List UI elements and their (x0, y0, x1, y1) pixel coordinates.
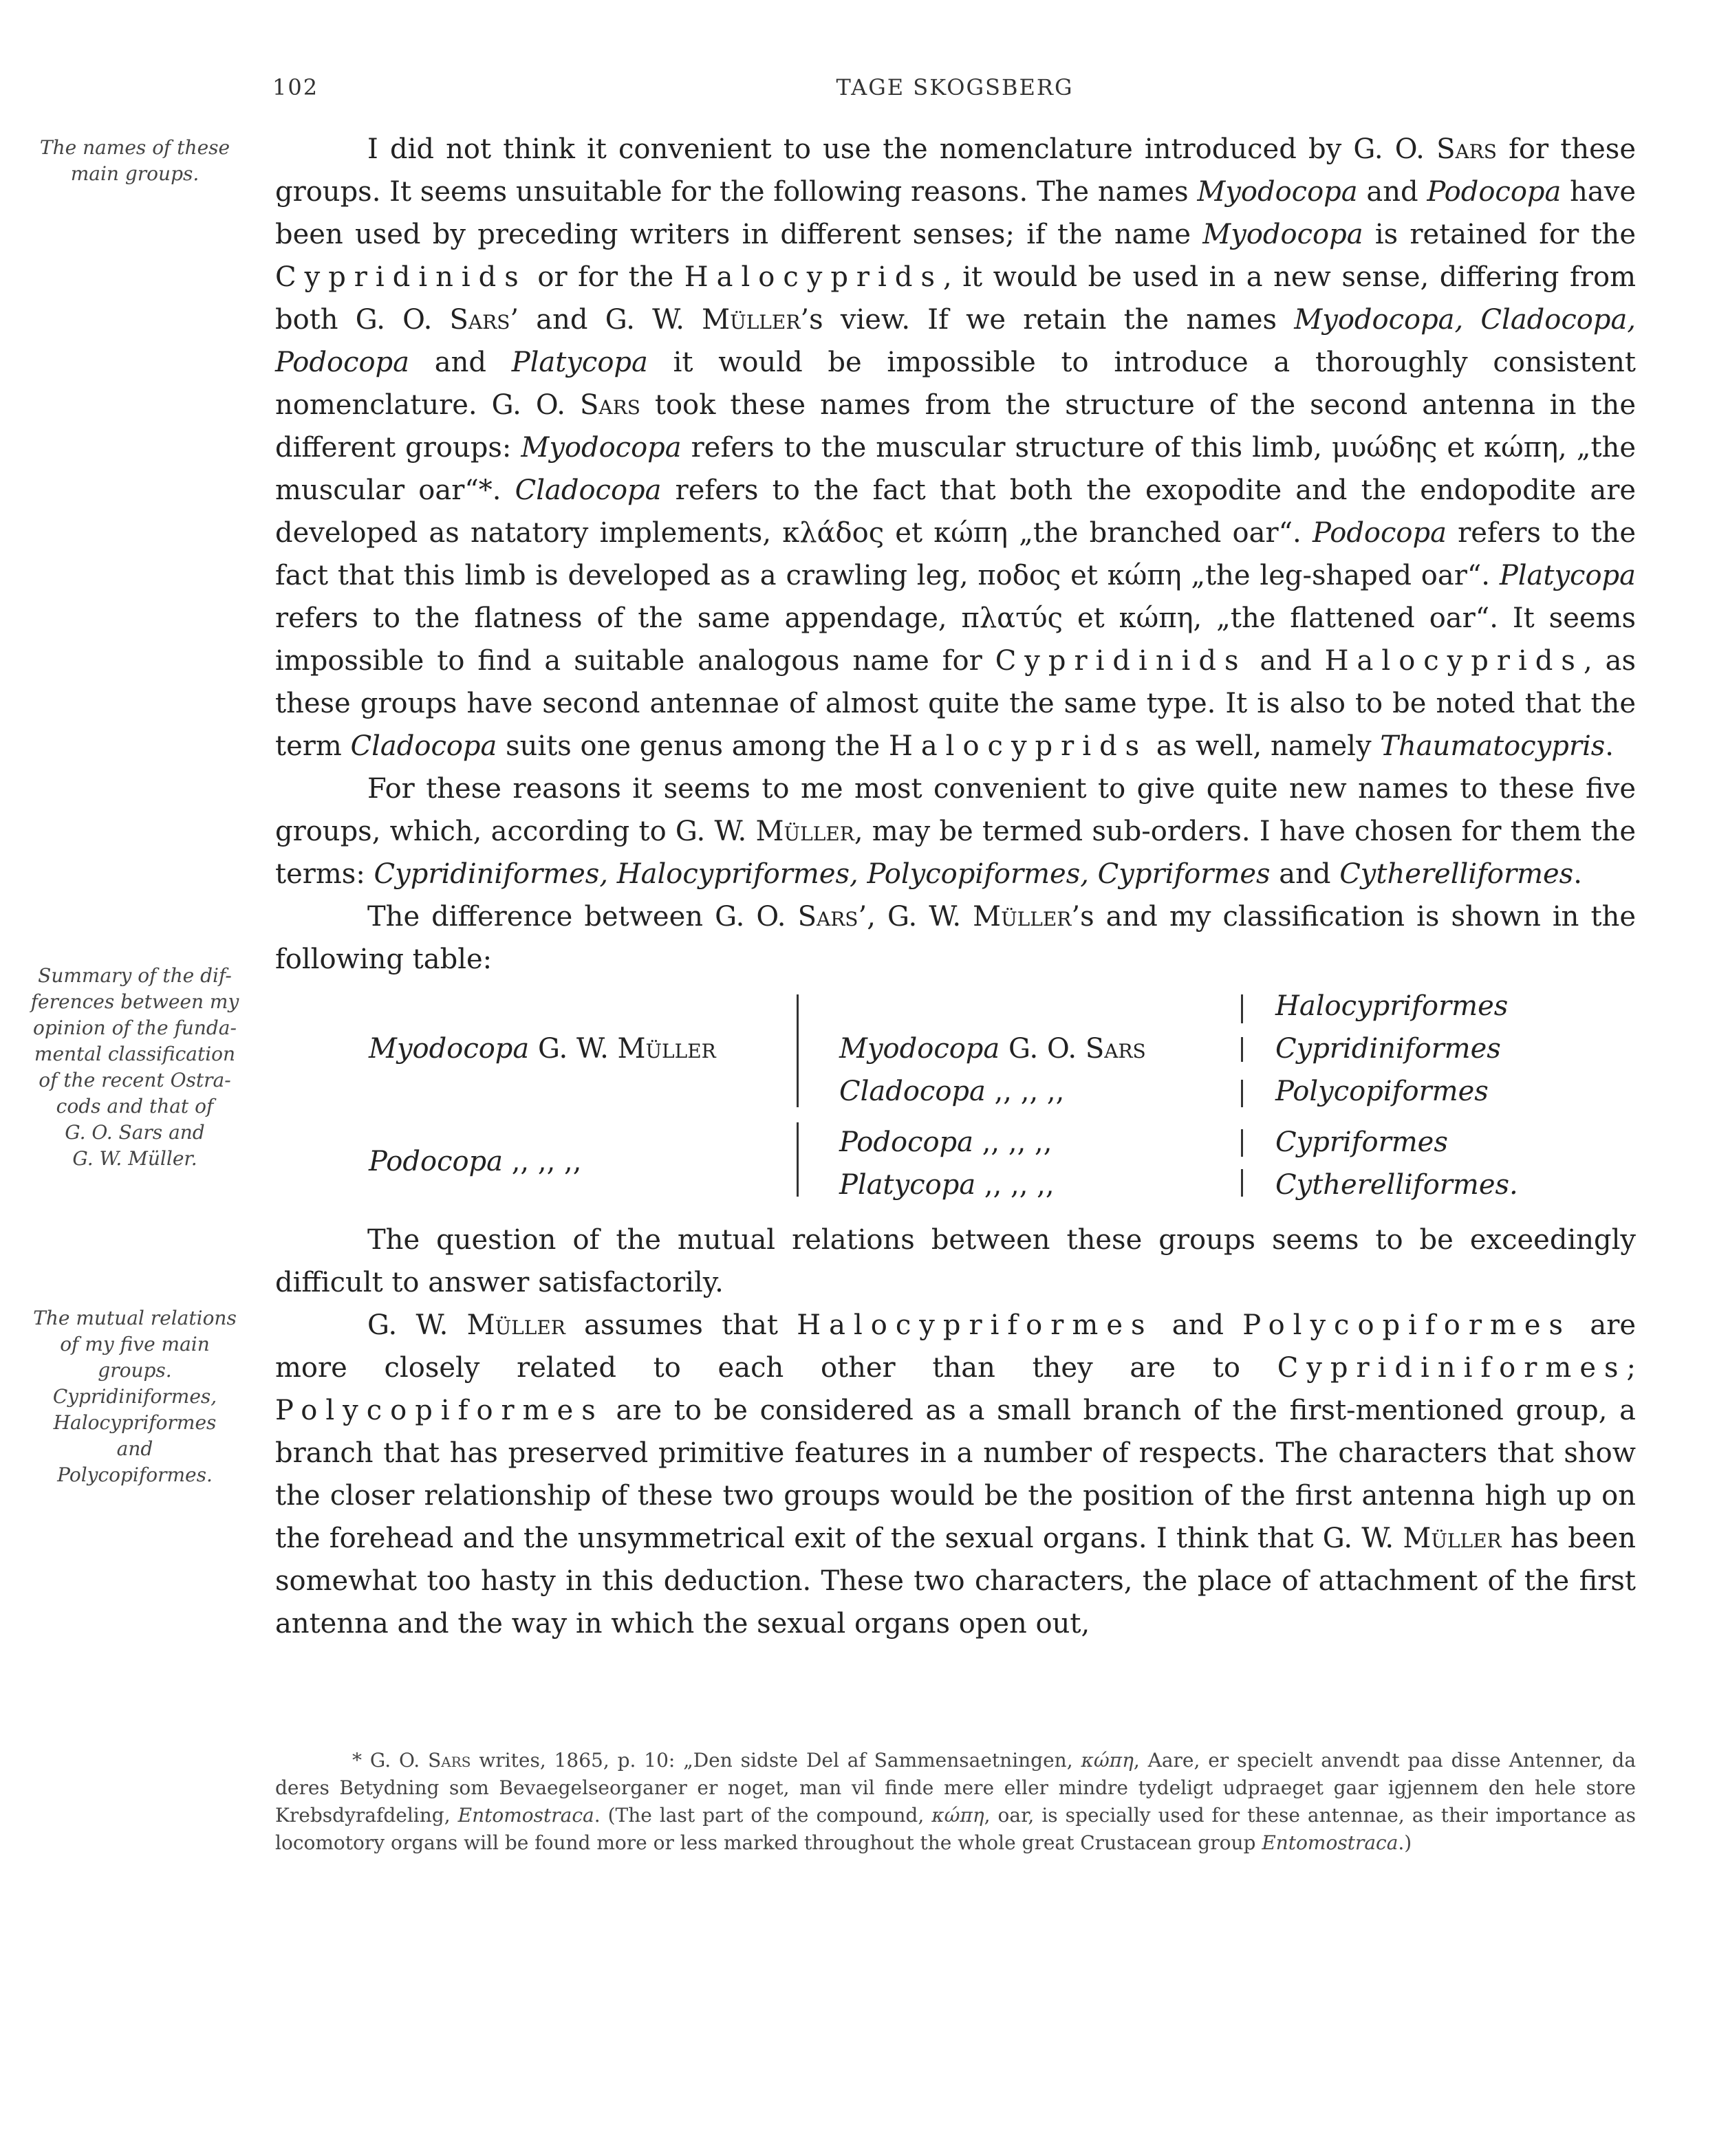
paragraph: I did not think it convenient to use the nomenclature introduced by G. O. Sars for these groups. It seems unsuitable for the following reasons. The names Myodocopa and Podocopa have been used by preceding writers in different senses; if the name Myodocopa is retained for the Cypridinids or for the Halocyprids, it would be used in a new sense, differing from both G. O. Sars’ and G. W. Müller’s view. If we retain the names Myodocopa, Cladocopa, Podocopa and Platycopa it would be impossible to introduce a thoroughly consistent nomenclature. G. O. Sars took these names from the structure of the second antenna in the different groups: Myodocopa refers to the muscular structure of this limb, μυώδης et κώπη, „the muscular oar“*. Cladocopa refers to the fact that both the exopodite and the endopodite are developed as natatory implements, κλάδος et κώπη „the branched oar“. Podocopa refers to the fact that this limb is developed as a crawling leg, ποδος et κώπη „the leg-shaped oar“. Platycopa refers to the flatness of the same appendage, πλατύς et κώπη, „the flattened oar“. It seems impossible to find a suitable analogous name for Cypridinids and Halocyprids, as these groups have second antennae of almost quite the same type. It is also to be noted that the term Cladocopa suits one genus among the Halocyprids as well, namely Thaumatocypris. (275, 133, 1637, 762)
brace-line (1241, 994, 1243, 1023)
running-title: TAGE SKOGSBERG (836, 74, 1074, 100)
paragraph: For these reasons it seems to me most convenient to give quite new names to these five groups, which, according to G. W. Müller, may be termed sub-orders. I have chosen for them the terms: Cypridiniformes, Halocypriformes, Polycopiformes, Cypriformes and Cytherelliformes. (275, 773, 1637, 890)
classification-table (275, 985, 1636, 1212)
marginal-note-relations: The mutual relations of my five main groups. Cypridiniformes, Halocypriformes and Polycopiformes. (33, 1307, 237, 1486)
table-cell: Cypriformes (1275, 1126, 1448, 1158)
brace-line (1241, 1080, 1243, 1107)
table-cell: Polycopiformes (1275, 1076, 1489, 1107)
table-cell: Myodocopa G. O. Sars (839, 1033, 1146, 1065)
paragraph: The difference between G. O. Sars’, G. W. Müller’s and my classification is shown in the following table: (275, 901, 1636, 975)
body-text (275, 128, 1636, 1645)
table-cell: Podocopa ,, ,, ,, (369, 1146, 582, 1177)
table-cell: Platycopa ,, ,, ,, (839, 1169, 1055, 1201)
paragraph: The question of the mutual relations between these groups seems to be exceedingly difficult to answer satisfactorily. (275, 1224, 1636, 1298)
table-cell: Halocypriformes (1275, 990, 1509, 1022)
marginal-note-names: The names of these main groups. (39, 136, 230, 185)
brace-line (1241, 1169, 1243, 1197)
paragraph: G. W. Müller assumes that Halocypriformes and Polycopiformes are more closely related to each other than they are to Cypridiniformes; Polycopiformes are to be considered as a small branch of the first-mentioned group, a branch that has preserved primitive features in a number of respects. The characters that show the closer relationship of these two groups would be the position of the first antenna high up on the forehead and the unsymmetrical exit of the sexual organs. I think that G. W. Müller has been somewhat too hasty in this deduction. These two characters, the place of attachment of the first antenna and the way in which the sexual organs open out, (275, 1309, 1636, 1640)
running-header (272, 74, 1637, 107)
page-number: 102 (272, 74, 319, 100)
brace-line (797, 1122, 799, 1197)
footnote: * G. O. Sars writes, 1865, p. 10: „Den sidste Del af Sammensaetningen, κώπη, Aare, er specielt anvendt paa disse Antenner, da deres Betydning som Bevaegelseorganer er noget, man vil finde mere eller mindre tydeligt udpraeget gaar igjennem den hele store Krebsdyrafdeling, Entomostraca. (The last part of the compound, κώπη, oar, is specially used for these antennae, as their importance as locomotory organs will be found more or less marked throughout the whole great Crustacean group Entomostraca.) (275, 1749, 1637, 1854)
table-cell: Myodocopa G. W. Müller (369, 1033, 716, 1065)
table-cell: Cladocopa ,, ,, ,, (839, 1076, 1065, 1107)
marginal-note-summary: Summary of the dif- ferences between my opinion of the funda- mental classification of the recent Ostra- cods and that of G. O. Sars and G. W. Müller. (30, 964, 239, 1170)
table-cell: Cytherelliformes. (1275, 1169, 1518, 1201)
table-cell: Cypridiniformes (1275, 1033, 1501, 1065)
brace-line (1241, 1037, 1243, 1062)
brace-line (797, 994, 799, 1107)
brace-line (1241, 1129, 1243, 1157)
table-cell: Podocopa ,, ,, ,, (839, 1126, 1052, 1158)
